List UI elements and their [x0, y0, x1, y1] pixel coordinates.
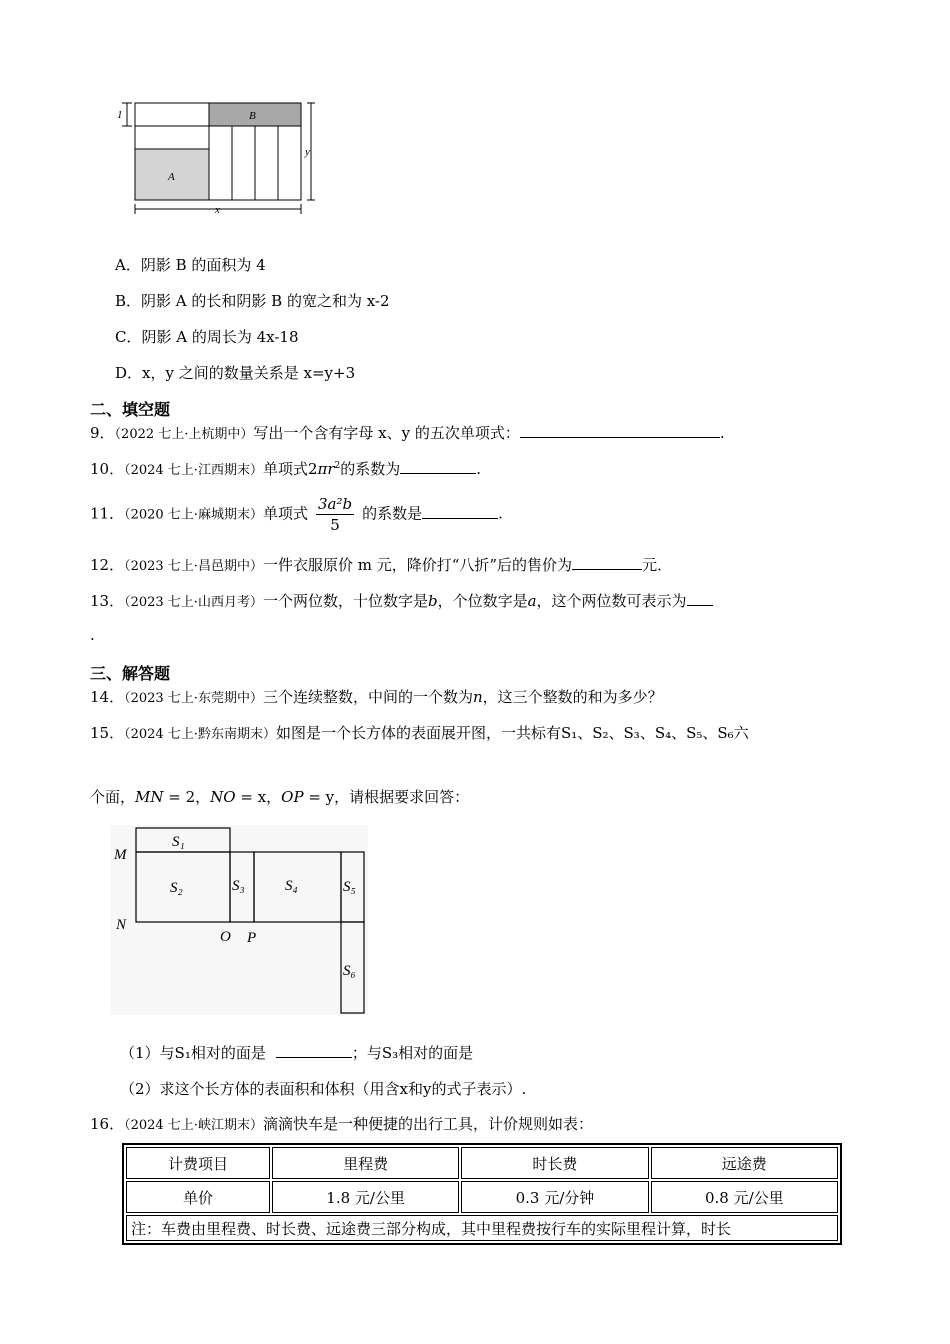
table-cell: 1.8 元/公里	[272, 1181, 459, 1213]
label-S3: S₃	[232, 878, 245, 894]
label-x: x	[215, 204, 220, 216]
question-14: 14．（2023 七上·东莞期中）三个连续整数，中间的一个数为n，这三个整数的和为多少？	[90, 688, 663, 706]
label-B: B	[249, 110, 256, 122]
question-15-part2: （2）求这个长方体的表面积和体积（用含x和y的式子表示）.	[120, 1080, 527, 1098]
option-b: B．阴影 A 的长和阴影 B 的宽之和为 x-2	[115, 292, 390, 310]
section-fill-in: 二、填空题	[90, 400, 171, 419]
table-header: 远途费	[651, 1147, 838, 1179]
table-note: 注：车费由里程费、时长费、远途费三部分构成，其中里程费按行车的实际里程计算，时长	[126, 1215, 838, 1241]
fee-table	[122, 1143, 842, 1245]
question-16: 16．（2024 七上·峡江期末）滴滴快车是一种便捷的出行工具，计价规则如表：	[90, 1115, 593, 1133]
figure-cuboid-net	[110, 825, 370, 1017]
label-N: N	[116, 917, 127, 933]
label-S5: S₅	[343, 879, 356, 895]
question-13-end: .	[90, 626, 95, 644]
table-cell: 0.8 元/公里	[651, 1181, 838, 1213]
table-header-row	[126, 1147, 838, 1179]
section-answer: 三、解答题	[90, 664, 171, 683]
label-P: P	[247, 930, 257, 946]
table-row	[126, 1181, 838, 1213]
label-y: y	[305, 146, 310, 158]
table-header: 时长费	[461, 1147, 648, 1179]
answer-blank[interactable]	[572, 555, 642, 570]
question-9: 9．（2022 七上·上杭期中）写出一个含有字母 x、y 的五次单项式： .	[90, 424, 725, 442]
answer-blank[interactable]	[520, 423, 720, 438]
option-c: C．阴影 A 的周长为 4x-18	[115, 328, 299, 346]
question-15-part1: （1）与S₁相对的面是 ；与S₃相对的面是	[120, 1044, 474, 1062]
answer-blank[interactable]	[276, 1043, 352, 1058]
table-note-row	[126, 1215, 838, 1241]
label-S4: S₄	[285, 878, 298, 894]
label-O: O	[220, 929, 231, 945]
question-11: 11．（2020 七上·麻城期末）单项式 $\frac{\text{3a²b}}{5}$ 的系数是 .	[90, 495, 503, 534]
answer-blank[interactable]	[422, 504, 498, 519]
question-15: 15．（2024 七上·黔东南期末）如图是一个长方体的表面展开图，一共标有S₁、S₂、S₃、S₄、S₅、S₆六	[90, 724, 749, 742]
question-13: 13．（2023 七上·山西月考）一个两位数，十位数字是b，个位数字是a，这个两位数可表示为	[90, 590, 713, 611]
label-one: 1	[117, 109, 123, 121]
question-10: 10．（2024 七上·江西期末）单项式$2\pi r^2$的系数为 .	[90, 460, 482, 478]
table-header: 计费项目	[126, 1147, 270, 1179]
answer-blank[interactable]	[687, 591, 713, 606]
fraction: $\frac{\text{3a²b}}{5}$	[317, 495, 353, 534]
table-cell: 单价	[126, 1181, 270, 1213]
figure-rectangle-diagram	[110, 98, 330, 218]
table-cell: 0.3 元/分钟	[461, 1181, 648, 1213]
question-15-line2: 个面，MN = 2，NO = x，OP = y，请根据要求回答：	[90, 788, 470, 806]
label-S2: S₂	[170, 880, 183, 896]
label-S1: S₁	[172, 834, 185, 850]
option-d: D．x，y 之间的数量关系是 x=y+3	[115, 364, 356, 382]
label-S6: S₆	[343, 963, 356, 979]
table-header: 里程费	[272, 1147, 459, 1179]
label-M: M	[114, 847, 127, 863]
label-A: A	[168, 171, 175, 183]
option-a: A．阴影 B 的面积为 4	[115, 256, 266, 274]
question-12: 12．（2023 七上·昌邑期中）一件衣服原价 m 元，降价打“八折”后的售价为 元．	[90, 556, 673, 574]
answer-blank[interactable]	[400, 459, 476, 474]
